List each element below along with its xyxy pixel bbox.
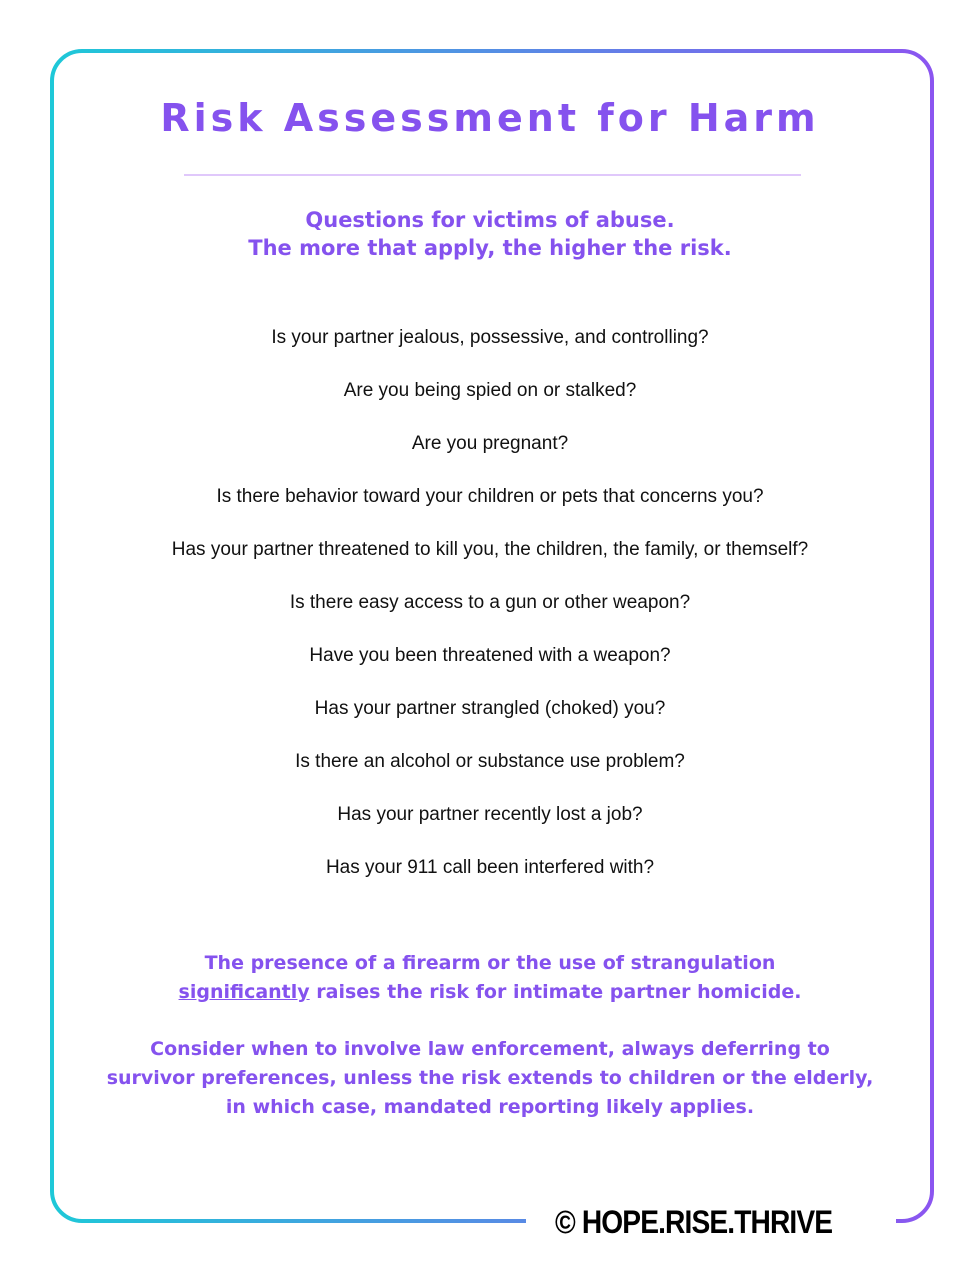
question-item: Is there behavior toward your children or pets that concerns you? (216, 486, 764, 507)
law-note-line-1: Consider when to involve law enforcement, always deferring to (150, 1038, 830, 1060)
question-item: Has your partner threatened to kill you, the children, the family, or themself? (171, 539, 809, 560)
question-item: Are you pregnant? (411, 433, 569, 454)
brand-copyright: © HOPE.RISE.THRIVE (555, 1204, 833, 1240)
law-note-line-2: survivor preferences, unless the risk extends to children or the elderly, (106, 1067, 874, 1089)
question-item: Has your 911 call been interfered with? (325, 857, 655, 878)
firearm-note (0, 949, 980, 1007)
emphasis-significantly: significantly (178, 981, 310, 1003)
question-item: Has your partner recently lost a job? (337, 804, 643, 825)
page-title: Risk Assessment for Harm (160, 96, 820, 140)
question-item: Is your partner jealous, possessive, and controlling? (271, 327, 709, 348)
firearm-note-line-1: The presence of a firearm or the use of strangulation (204, 952, 776, 974)
question-item: Has your partner strangled (choked) you? (314, 698, 666, 719)
law-enforcement-note (0, 1035, 980, 1122)
question-item: Are you being spied on or stalked? (343, 380, 637, 401)
question-list (0, 325, 980, 908)
subtitle-line-2: The more that apply, the higher the risk. (248, 236, 732, 260)
firearm-note-line-2 (0, 978, 980, 1007)
subtitle-line-1: Questions for victims of abuse. (305, 208, 675, 232)
question-item: Is there an alcohol or substance use problem? (295, 751, 685, 772)
divider (184, 174, 801, 176)
law-note-line-3: in which case, mandated reporting likely applies. (225, 1096, 755, 1118)
question-item: Have you been threatened with a weapon? (309, 645, 671, 666)
question-item: Is there easy access to a gun or other weapon? (289, 592, 691, 613)
subtitle (0, 206, 980, 262)
firearm-note-rest: raises the risk for intimate partner homicide. (309, 981, 802, 1003)
